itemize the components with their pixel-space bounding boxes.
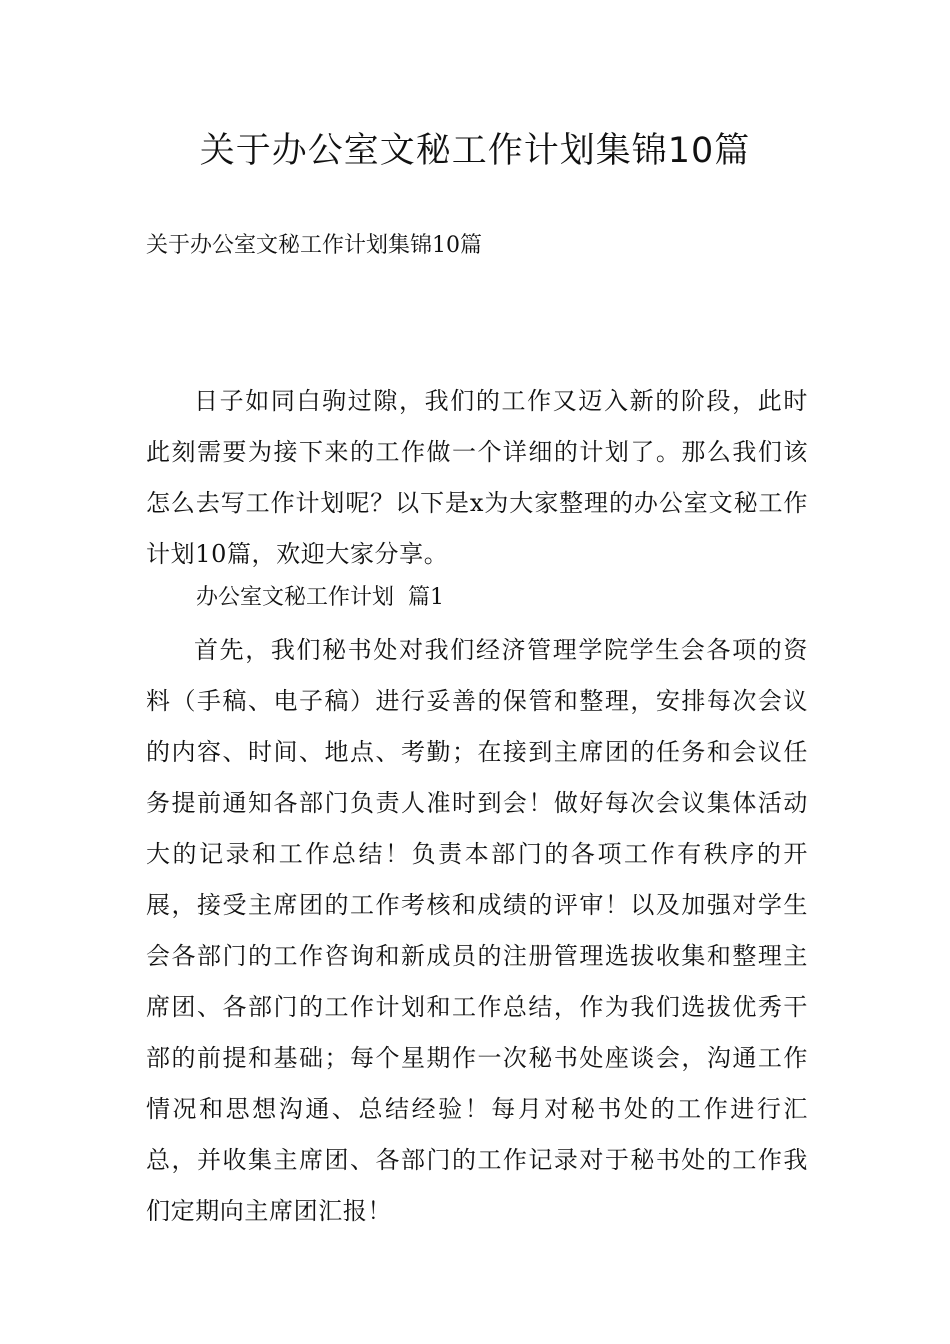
intro-paragraph: 日子如同白驹过隙，我们的工作又迈入新的阶段，此时此刻需要为接下来的工作做一个详细的计划了。那么我们该怎么去写工作计划呢？以下是x为大家整理的办公室文秘工作计划10篇，欢迎大家分享。 bbox=[146, 387, 808, 568]
document-title: 关于办公室文秘工作计划集锦10篇 bbox=[199, 131, 751, 171]
section-paragraph: 首先，我们秘书处对我们经济管理学院学生会各项的资料（手稿、电子稿）进行妥善的保管和整理，安排每次会议的内容、时间、地点、考勤；在接到主席团的任务和会议任务提前通知各部门负责人准时到会！做好每次会议集体活动大的记录和工作总结！负责本部门的各项工作有秩序的开展，接受主席团的工作考核和成绩的评审！以及加强对学生会各部门的工作咨询和新成员的注册管理选拔收集和整理主席团、各部门的工作计划和工作总结，作为我们选拔优秀干部的前提和基础；每个星期作一次秘书处座谈会，沟通工作情况和思想沟通、总结经验！每月对秘书处的工作进行汇总，并收集主席团、各部门的工作记录对于秘书处的工作我们定期向主席团汇报！ bbox=[146, 636, 808, 1225]
section-heading: 办公室文秘工作计划 篇1 bbox=[196, 585, 444, 610]
document-subtitle: 关于办公室文秘工作计划集锦10篇 bbox=[146, 233, 482, 258]
